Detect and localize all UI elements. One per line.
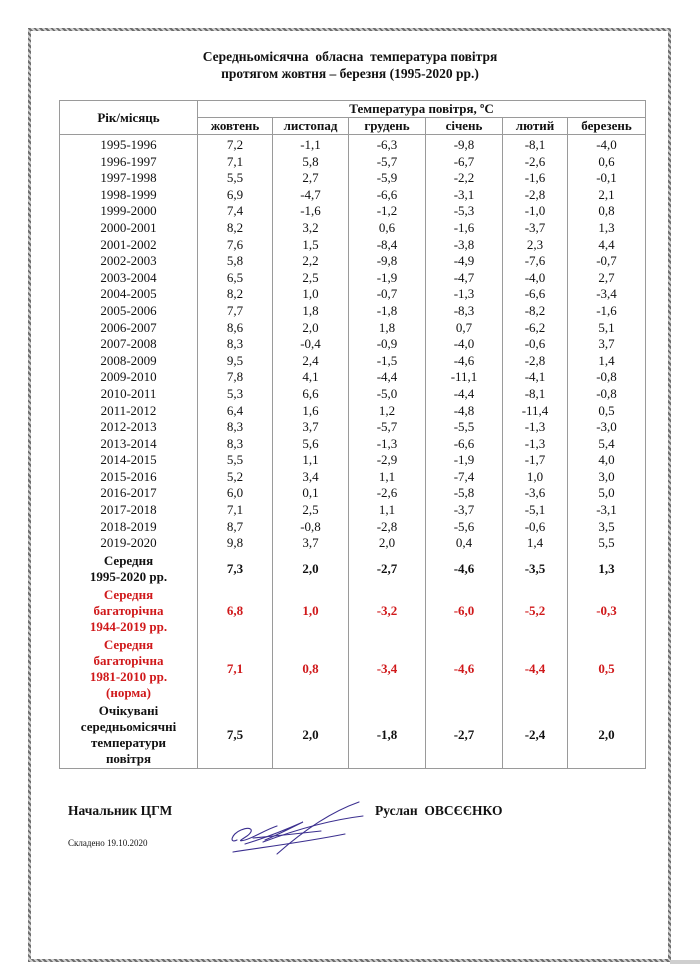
value-cell: -9,8 — [349, 253, 426, 270]
value-cell: -1,6 — [568, 303, 646, 320]
table-row — [60, 154, 646, 171]
value-cell: -4,7 — [426, 270, 503, 287]
value-cell: -1,6 — [273, 203, 349, 220]
summary-label-line: повітря — [105, 750, 152, 766]
value-cell: -1,3 — [503, 436, 568, 453]
summary-value: 2,0 — [273, 552, 349, 586]
table-row — [60, 485, 646, 502]
summary-value: -6,0 — [426, 586, 503, 636]
value-cell: -1,1 — [273, 135, 349, 154]
period-cell: 2016-2017 — [60, 485, 198, 502]
period-cell: 2019-2020 — [60, 535, 198, 552]
value-cell: -7,4 — [426, 469, 503, 486]
table-row — [60, 220, 646, 237]
month-header: грудень — [349, 118, 426, 135]
value-cell: 3,0 — [568, 469, 646, 486]
summary-value: -3,4 — [349, 636, 426, 702]
value-cell: 3,7 — [273, 535, 349, 552]
summary-value: -3,5 — [503, 552, 568, 586]
value-cell: 5,5 — [568, 535, 646, 552]
value-cell: -5,5 — [426, 419, 503, 436]
value-cell: -0,4 — [273, 336, 349, 353]
value-cell: -4,0 — [503, 270, 568, 287]
value-cell: 2,2 — [273, 253, 349, 270]
summary-value: 7,1 — [198, 636, 273, 702]
period-cell: 1997-1998 — [60, 170, 198, 187]
value-cell: -3,7 — [426, 502, 503, 519]
value-cell: 5,1 — [568, 320, 646, 337]
summary-value: -2,7 — [349, 552, 426, 586]
value-cell: 1,1 — [349, 502, 426, 519]
period-cell: 2014-2015 — [60, 452, 198, 469]
value-cell: 2,7 — [568, 270, 646, 287]
summary-value: 0,8 — [273, 636, 349, 702]
table-row — [60, 237, 646, 254]
table-row — [60, 203, 646, 220]
value-cell: -4,1 — [503, 369, 568, 386]
month-header: березень — [568, 118, 646, 135]
value-cell: 1,1 — [273, 452, 349, 469]
table-row — [60, 353, 646, 370]
value-cell: -4,0 — [426, 336, 503, 353]
value-cell: -5,3 — [426, 203, 503, 220]
value-cell: 0,7 — [426, 320, 503, 337]
summary-label-line: Очікувані — [98, 702, 159, 718]
value-cell: 5,6 — [273, 436, 349, 453]
value-cell: 1,1 — [349, 469, 426, 486]
value-cell: 1,6 — [273, 403, 349, 420]
value-cell: -1,3 — [503, 419, 568, 436]
value-cell: -0,6 — [503, 336, 568, 353]
signer-name: Руслан ОВСЄЄНКО — [375, 803, 503, 818]
value-cell: -8,3 — [426, 303, 503, 320]
value-cell: 7,1 — [198, 154, 273, 171]
value-cell: 0,8 — [568, 203, 646, 220]
value-cell: -1,6 — [503, 170, 568, 187]
period-cell: 2013-2014 — [60, 436, 198, 453]
value-cell: -0,6 — [503, 519, 568, 536]
value-cell: -8,4 — [349, 237, 426, 254]
month-header: лютий — [503, 118, 568, 135]
month-header: листопад — [273, 118, 349, 135]
value-cell: -1,8 — [349, 303, 426, 320]
value-cell: 2,3 — [503, 237, 568, 254]
table-row — [60, 452, 646, 469]
table-row — [60, 270, 646, 287]
table-row — [60, 303, 646, 320]
value-cell: 7,7 — [198, 303, 273, 320]
period-cell: 2004-2005 — [60, 286, 198, 303]
value-cell: 3,7 — [568, 336, 646, 353]
summary-value: -2,4 — [503, 702, 568, 769]
value-cell: 0,6 — [349, 220, 426, 237]
value-cell: 2,5 — [273, 270, 349, 287]
value-cell: 7,2 — [198, 135, 273, 154]
value-cell: 2,1 — [568, 187, 646, 204]
value-cell: -6,6 — [349, 187, 426, 204]
value-cell: 6,5 — [198, 270, 273, 287]
value-cell: -3,6 — [503, 485, 568, 502]
period-cell: 2015-2016 — [60, 469, 198, 486]
table-row — [60, 253, 646, 270]
value-cell: 8,3 — [198, 436, 273, 453]
handwritten-signature-icon — [225, 800, 365, 855]
value-cell: 1,4 — [568, 353, 646, 370]
period-cell: 2007-2008 — [60, 336, 198, 353]
page-edge-strip — [670, 960, 700, 964]
summary-label — [60, 586, 198, 636]
value-cell: -5,0 — [349, 386, 426, 403]
value-cell: 5,2 — [198, 469, 273, 486]
value-cell: -4,4 — [426, 386, 503, 403]
value-cell: 5,4 — [568, 436, 646, 453]
value-cell: -8,1 — [503, 135, 568, 154]
summary-label-line: 1944-2019 рр. — [89, 618, 168, 634]
value-cell: -2,8 — [349, 519, 426, 536]
value-cell: -0,7 — [349, 286, 426, 303]
summary-value: -3,2 — [349, 586, 426, 636]
summary-label-line: (норма) — [106, 684, 151, 700]
summary-value: 2,0 — [273, 702, 349, 769]
value-cell: -5,9 — [349, 170, 426, 187]
value-cell: 2,5 — [273, 502, 349, 519]
value-cell: 7,4 — [198, 203, 273, 220]
value-cell: -1,3 — [426, 286, 503, 303]
value-cell: 1,8 — [349, 320, 426, 337]
value-cell: -0,8 — [568, 369, 646, 386]
value-cell: 2,0 — [349, 535, 426, 552]
value-cell: -5,7 — [349, 154, 426, 171]
summary-label-line: багаторічна — [93, 652, 164, 668]
value-cell: 5,5 — [198, 452, 273, 469]
value-cell: -2,6 — [503, 154, 568, 171]
summary-label-line: багаторічна — [93, 602, 164, 618]
value-cell: 1,8 — [273, 303, 349, 320]
value-cell: -3,7 — [503, 220, 568, 237]
table-row — [60, 187, 646, 204]
month-header: жовтень — [198, 118, 273, 135]
value-cell: -3,1 — [568, 502, 646, 519]
value-cell: 0,4 — [426, 535, 503, 552]
summary-row — [60, 552, 646, 586]
value-cell: 7,8 — [198, 369, 273, 386]
table-row — [60, 403, 646, 420]
value-cell: -4,4 — [349, 369, 426, 386]
value-cell: -2,9 — [349, 452, 426, 469]
period-cell: 1998-1999 — [60, 187, 198, 204]
value-cell: -5,7 — [349, 419, 426, 436]
value-cell: 3,5 — [568, 519, 646, 536]
value-cell: -1,9 — [349, 270, 426, 287]
period-cell: 2018-2019 — [60, 519, 198, 536]
summary-value: -4,4 — [503, 636, 568, 702]
period-cell: 2001-2002 — [60, 237, 198, 254]
table-row — [60, 135, 646, 154]
summary-value: 6,8 — [198, 586, 273, 636]
summary-row — [60, 586, 646, 636]
period-cell: 2000-2001 — [60, 220, 198, 237]
value-cell: 3,7 — [273, 419, 349, 436]
summary-value: -4,6 — [426, 552, 503, 586]
period-cell: 2011-2012 — [60, 403, 198, 420]
value-cell: 2,7 — [273, 170, 349, 187]
summary-label-line: 1995-2020 рр. — [89, 568, 168, 584]
period-cell: 2017-2018 — [60, 502, 198, 519]
value-cell: -3,8 — [426, 237, 503, 254]
value-cell: -3,0 — [568, 419, 646, 436]
summary-label — [60, 702, 198, 769]
value-cell: 4,4 — [568, 237, 646, 254]
table-row — [60, 535, 646, 552]
value-cell: 5,8 — [273, 154, 349, 171]
table-row — [60, 170, 646, 187]
summary-value: -1,8 — [349, 702, 426, 769]
value-cell: -1,5 — [349, 353, 426, 370]
table-row — [60, 369, 646, 386]
summary-label — [60, 552, 198, 586]
table-row — [60, 320, 646, 337]
value-cell: -4,8 — [426, 403, 503, 420]
summary-value: 1,3 — [568, 552, 646, 586]
value-cell: -5,1 — [503, 502, 568, 519]
table-row — [60, 286, 646, 303]
period-cell: 2002-2003 — [60, 253, 198, 270]
value-cell: -5,6 — [426, 519, 503, 536]
value-cell: -0,8 — [568, 386, 646, 403]
value-cell: 1,3 — [568, 220, 646, 237]
value-cell: 2,4 — [273, 353, 349, 370]
summary-label — [60, 636, 198, 702]
value-cell: -5,8 — [426, 485, 503, 502]
summary-value: 7,3 — [198, 552, 273, 586]
value-cell: 1,5 — [273, 237, 349, 254]
value-cell: 5,0 — [568, 485, 646, 502]
summary-label-line: 1981-2010 рр. — [89, 668, 168, 684]
document-title — [0, 48, 700, 82]
summary-label-line: середньомісячні — [80, 718, 177, 734]
value-cell: -0,1 — [568, 170, 646, 187]
value-cell: 8,3 — [198, 419, 273, 436]
month-header: січень — [426, 118, 503, 135]
summary-label-line: Середня — [103, 636, 154, 652]
value-cell: 8,6 — [198, 320, 273, 337]
value-cell: -1,6 — [426, 220, 503, 237]
value-cell: 4,1 — [273, 369, 349, 386]
period-cell: 2005-2006 — [60, 303, 198, 320]
table-row — [60, 502, 646, 519]
value-cell: 8,2 — [198, 286, 273, 303]
period-cell: 1996-1997 — [60, 154, 198, 171]
value-cell: -1,2 — [349, 203, 426, 220]
value-cell: 8,7 — [198, 519, 273, 536]
value-cell: -3,4 — [568, 286, 646, 303]
summary-value: -2,7 — [426, 702, 503, 769]
value-cell: -9,8 — [426, 135, 503, 154]
value-cell: 3,2 — [273, 220, 349, 237]
value-cell: 8,3 — [198, 336, 273, 353]
value-cell: 6,0 — [198, 485, 273, 502]
value-cell: -0,7 — [568, 253, 646, 270]
value-cell: -2,2 — [426, 170, 503, 187]
value-cell: -7,6 — [503, 253, 568, 270]
composed-date: Складено 19.10.2020 — [68, 838, 148, 848]
value-cell: -6,6 — [426, 436, 503, 453]
period-cell: 2003-2004 — [60, 270, 198, 287]
temperature-table — [59, 100, 646, 769]
summary-value: -0,3 — [568, 586, 646, 636]
value-cell: 0,1 — [273, 485, 349, 502]
title-line-2: протягом жовтня – березня (1995-2020 рр.) — [221, 66, 479, 81]
period-cell: 1995-1996 — [60, 135, 198, 154]
position-title: Начальник ЦГМ — [68, 803, 173, 818]
value-cell: 9,8 — [198, 535, 273, 552]
value-cell: -3,1 — [426, 187, 503, 204]
value-cell: -4,6 — [426, 353, 503, 370]
value-cell: -8,2 — [503, 303, 568, 320]
value-cell: -4,7 — [273, 187, 349, 204]
value-cell: 1,2 — [349, 403, 426, 420]
value-cell: -8,1 — [503, 386, 568, 403]
value-cell: -6,7 — [426, 154, 503, 171]
value-cell: 3,4 — [273, 469, 349, 486]
value-cell: 2,0 — [273, 320, 349, 337]
period-cell: 2012-2013 — [60, 419, 198, 436]
period-cell: 1999-2000 — [60, 203, 198, 220]
value-cell: -6,6 — [503, 286, 568, 303]
value-cell: 1,0 — [503, 469, 568, 486]
value-cell: -11,4 — [503, 403, 568, 420]
value-cell: 7,6 — [198, 237, 273, 254]
row-header: Рік/місяць — [60, 101, 198, 135]
group-header: Температура повітря, ºС — [198, 101, 646, 118]
summary-label-line: температури — [90, 734, 167, 750]
summary-value: 2,0 — [568, 702, 646, 769]
period-cell: 2010-2011 — [60, 386, 198, 403]
summary-value: -5,2 — [503, 586, 568, 636]
summary-row — [60, 702, 646, 769]
value-cell: -11,1 — [426, 369, 503, 386]
value-cell: 5,3 — [198, 386, 273, 403]
summary-value: 7,5 — [198, 702, 273, 769]
title-line-1: Середньомісячна обласна температура повітря — [202, 49, 498, 64]
summary-value: 0,5 — [568, 636, 646, 702]
value-cell: -0,8 — [273, 519, 349, 536]
value-cell: -0,9 — [349, 336, 426, 353]
table-row — [60, 386, 646, 403]
value-cell: 1,0 — [273, 286, 349, 303]
value-cell: 6,9 — [198, 187, 273, 204]
value-cell: 1,4 — [503, 535, 568, 552]
table-row — [60, 419, 646, 436]
value-cell: -6,3 — [349, 135, 426, 154]
value-cell: 7,1 — [198, 502, 273, 519]
value-cell: -1,0 — [503, 203, 568, 220]
table-row — [60, 436, 646, 453]
table-row — [60, 519, 646, 536]
value-cell: 6,4 — [198, 403, 273, 420]
value-cell: 5,5 — [198, 170, 273, 187]
value-cell: -1,7 — [503, 452, 568, 469]
value-cell: -2,6 — [349, 485, 426, 502]
summary-label-line: Середня — [103, 552, 154, 568]
period-cell: 2006-2007 — [60, 320, 198, 337]
value-cell: 0,5 — [568, 403, 646, 420]
value-cell: -6,2 — [503, 320, 568, 337]
value-cell: 4,0 — [568, 452, 646, 469]
value-cell: 9,5 — [198, 353, 273, 370]
summary-value: -4,6 — [426, 636, 503, 702]
summary-label-line: Середня — [103, 586, 154, 602]
value-cell: 6,6 — [273, 386, 349, 403]
table-row — [60, 336, 646, 353]
summary-row — [60, 636, 646, 702]
value-cell: -4,9 — [426, 253, 503, 270]
period-cell: 2009-2010 — [60, 369, 198, 386]
value-cell: 5,8 — [198, 253, 273, 270]
value-cell: -2,8 — [503, 353, 568, 370]
value-cell: -1,9 — [426, 452, 503, 469]
summary-value: 1,0 — [273, 586, 349, 636]
value-cell: -1,3 — [349, 436, 426, 453]
period-cell: 2008-2009 — [60, 353, 198, 370]
value-cell: -2,8 — [503, 187, 568, 204]
table-row — [60, 469, 646, 486]
value-cell: 0,6 — [568, 154, 646, 171]
value-cell: 8,2 — [198, 220, 273, 237]
value-cell: -4,0 — [568, 135, 646, 154]
